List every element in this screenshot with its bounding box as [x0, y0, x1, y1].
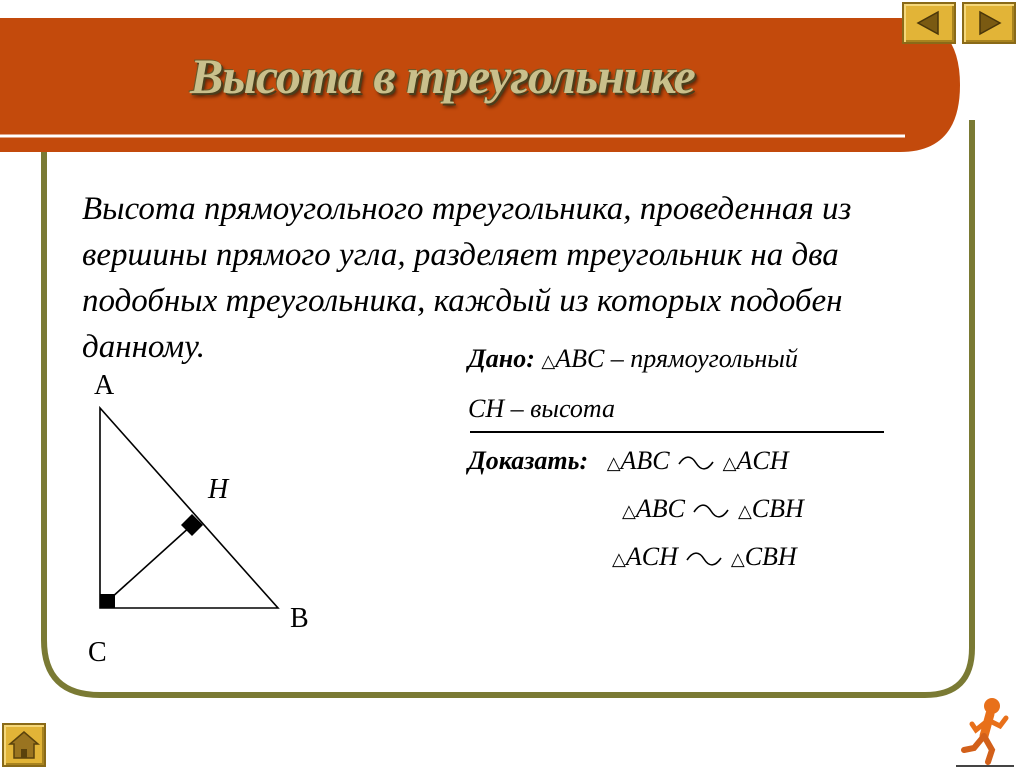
triangle-icon: △ [737, 501, 752, 521]
triangle-icon: △ [722, 453, 737, 473]
point-a-label: A [94, 370, 115, 401]
point-c-label: C [88, 637, 107, 668]
right-angle-mark-c [100, 594, 115, 608]
home-button[interactable] [2, 723, 46, 767]
given-statement-2: CH – высота [468, 394, 615, 423]
prove-row-3-left: ACH [625, 542, 678, 571]
given-label: Дано: [468, 344, 535, 373]
running-figure-icon [956, 696, 1016, 768]
definition-text: Высота прямоугольного треугольника, проведенная из вершины прямого угла, разделяет треугольник на два подобных треугольника, каждый из которых подобен данному. [82, 191, 852, 365]
triangle-icon: △ [730, 549, 745, 569]
triangle-abc [100, 408, 278, 608]
point-b-label: B [290, 603, 309, 634]
given-statement-1: ABC – прямоугольный [555, 344, 798, 373]
triangle-icon: △ [541, 351, 556, 371]
triangle-icon: △ [612, 549, 626, 569]
prove-row-1-left: ABC [620, 446, 670, 475]
prove-row-3-right: CBH [744, 542, 797, 571]
prove-row-2-left: ABC [635, 494, 685, 523]
triangle-icon: △ [606, 453, 621, 473]
home-icon [4, 725, 44, 765]
slide-title: Высота в треугольнике [190, 48, 695, 104]
point-h-label: H [208, 474, 229, 505]
triangle-icon: △ [622, 501, 636, 521]
prove-row-2-right: CBH [751, 494, 804, 523]
prove-label: Доказать: [468, 446, 589, 475]
prove-row-1-right: ACH [736, 446, 789, 475]
